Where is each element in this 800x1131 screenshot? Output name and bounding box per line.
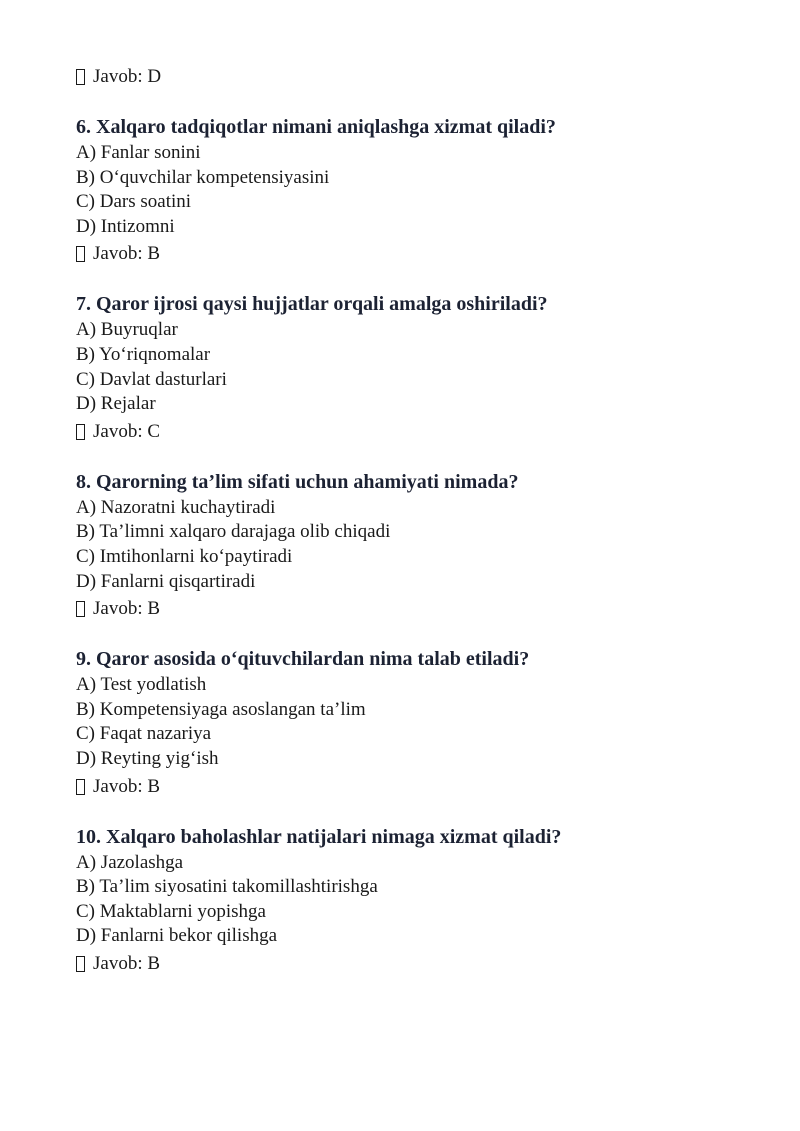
option-b: B) Ta’lim siyosatini takomillashtirishga (76, 876, 378, 898)
answer-line (76, 240, 756, 268)
option-b: B) Ta’limni xalqaro darajaga olib chiqadi (76, 521, 391, 543)
option-d: D) Fanlarni bekor qilishga (76, 925, 278, 947)
option-d: D) Rejalar (76, 393, 156, 415)
answer-text: Javob: C (93, 420, 161, 442)
checkbox-icon (76, 246, 85, 262)
option-c: C) Maktablarni yopishga (76, 900, 266, 922)
question-title: 8. Qarorning ta’lim sifati uchun ahamiyati nimada? (76, 470, 519, 493)
checkbox-icon (76, 956, 85, 972)
answer-line (76, 773, 756, 801)
question-title: 7. Qaror ijrosi qaysi hujjatlar orqali amalga oshiriladi? (76, 293, 548, 316)
checkbox-icon (76, 779, 85, 795)
question-title: 6. Xalqaro tadqiqotlar nimani aniqlashga xizmat qiladi? (76, 116, 556, 138)
option-d: D) Fanlarni qisqartiradi (76, 570, 256, 592)
answer-text: Javob: D (93, 66, 162, 87)
checkbox-icon (76, 424, 85, 440)
option-a: A) Test yodlatish (76, 674, 207, 696)
option-c: C) Davlat dasturlari (76, 368, 227, 390)
question-6 (76, 113, 756, 268)
answer-line (76, 418, 756, 446)
question-8 (76, 468, 756, 623)
checkbox-icon (76, 69, 85, 85)
checkbox-icon (76, 601, 85, 617)
document-page (76, 63, 756, 978)
option-a: A) Nazoratni kuchaytiradi (76, 496, 276, 518)
option-a: A) Fanlar sonini (76, 142, 201, 163)
option-a: A) Buyruqlar (76, 319, 178, 341)
option-d: D) Intizomni (76, 215, 175, 237)
question-9 (76, 645, 756, 800)
answer-text: Javob: B (93, 598, 161, 620)
question-10 (76, 823, 756, 978)
option-c: C) Dars soatini (76, 191, 192, 213)
answer-line (76, 950, 756, 978)
option-b: B) Yo‘riqnomalar (76, 343, 211, 365)
question-title: 10. Xalqaro baholashlar natijalari nimaga xizmat qiladi? (76, 825, 562, 848)
option-b: B) Kompetensiyaga asoslangan ta’lim (76, 698, 366, 720)
option-a: A) Jazolashga (76, 851, 184, 873)
option-c: C) Imtihonlarni ko‘paytiradi (76, 545, 293, 567)
answer-text: Javob: B (93, 952, 161, 974)
answer-text: Javob: B (93, 775, 161, 797)
option-b: B) O‘quvchilar kompetensiyasini (76, 166, 330, 188)
question-title: 9. Qaror asosida o‘qituvchilardan nima talab etiladi? (76, 648, 530, 671)
answer-text: Javob: B (93, 243, 161, 265)
option-c: C) Faqat nazariya (76, 723, 212, 745)
option-d: D) Reyting yig‘ish (76, 747, 219, 769)
answer-line (76, 595, 756, 623)
answer-line-previous (76, 63, 756, 91)
question-7 (76, 290, 756, 445)
